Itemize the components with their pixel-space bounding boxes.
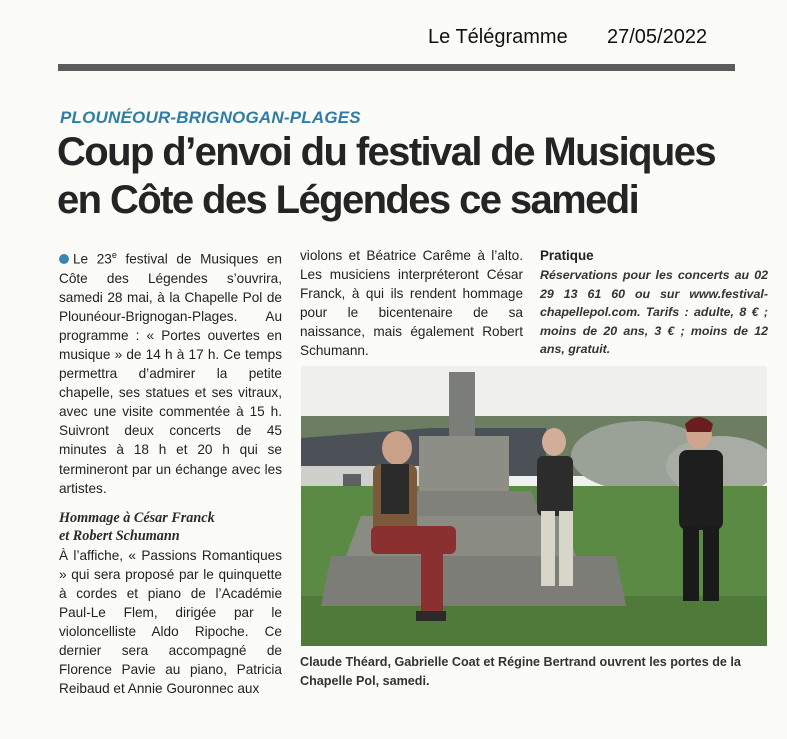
newspaper-name: Le Télégramme: [428, 26, 568, 48]
headline-line-1: Coup d’envoi du festival de Musiques: [57, 130, 716, 174]
headline-line-2: en Côte des Légendes ce samedi: [57, 178, 639, 222]
article-subheading: Hommage à César Franck et Robert Schumann: [59, 509, 215, 544]
body-paragraph: À l’affiche, « Passions Romantiques » qui sera proposé par le quinquette à cordes et piano de l’Académie Paul-Le Flem, dirigée par le violoncelliste Aldo Ripoche. Ce dernier sera accompagné de Florence Pavie au piano, Patricia Reibaud et Annie Gouronnec aux: [59, 547, 282, 697]
article-column-2: [300, 246, 523, 361]
practical-info-title: Pratique: [540, 248, 594, 263]
article-headline: [57, 128, 777, 224]
bullet-icon: [59, 254, 69, 264]
top-divider-rule: [58, 64, 735, 71]
practical-info-box: [540, 246, 768, 359]
practical-info-text: Réservations pour les concerts au 02 29 13 61 60 ou sur www.festival-chapellepol.com. Tarifs : adulte, 8 € ; moins de 20 ans, 3 € ; moins de 12 ans, gratuit.: [540, 268, 768, 357]
publication-date: 27/05/2022: [607, 26, 708, 48]
article-kicker: PLOUNÉOUR-BRIGNOGAN-PLAGES: [60, 108, 361, 127]
article-photo: [301, 366, 767, 646]
intro-paragraph: Le 23e festival de Musiques en Côte des Légendes s’ouvrira, samedi 28 mai, à la Chapelle Pol de Plounéour-Brignogan-Plages. Au programme : « Portes ouvertes en musique » de 14 h à 17 h. Ce temps permettra d’admirer la petite chapelle, ses statues et ses vitraux, avec une visite commentée à 15 h. Suivront deux concerts de 45 minutes à 18 h et 20 h qui se termineront par un échange avec les artistes.: [59, 250, 282, 496]
photo-caption: Claude Théard, Gabrielle Coat et Régine Bertrand ouvrent les portes de la Chapelle Pol, samedi.: [300, 655, 741, 688]
body-paragraph-continued: violons et Béatrice Carême à l’alto. Les musiciens interpréteront César Franck, à qui ils rendent hommage pour le bicentenaire de sa naissance, mais également Robert Schumann.: [300, 248, 523, 359]
article-column-1: [59, 246, 282, 699]
